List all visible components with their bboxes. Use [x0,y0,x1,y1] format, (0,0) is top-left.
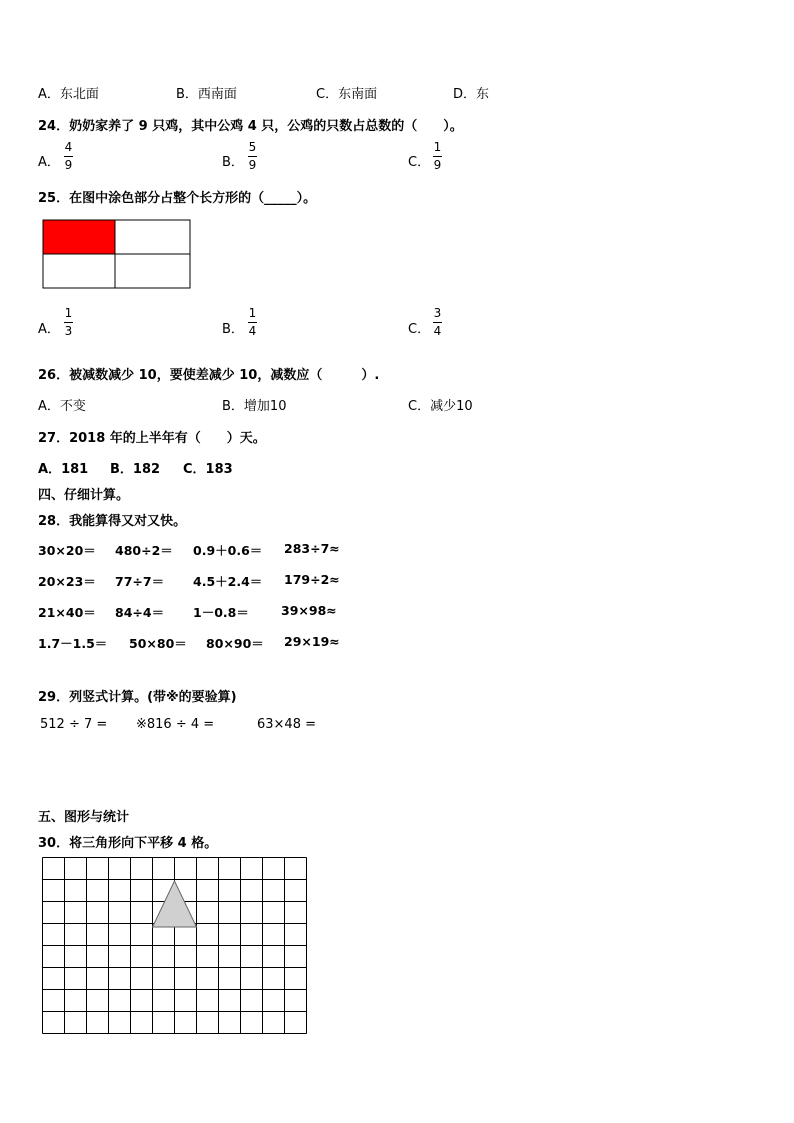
q29-stem: 29．列竖式计算。(带※的要验算) [38,690,237,705]
q24-option-c-fraction [433,140,442,172]
denominator: 3 [64,324,73,338]
q28-stem: 28．我能算得又对又快。 [38,514,187,529]
q23-option-b: B．西南面 [176,87,237,102]
denominator: 4 [433,324,442,338]
calc-item: 21×40＝ [38,605,96,620]
q25-option-c-fraction [433,306,442,338]
q24-option-a-label: A． [38,155,60,170]
q30-stem: 30．将三角形向下平移 4 格。 [38,836,218,851]
q23-option-d: D．东 [453,87,490,102]
q25-option-c-label: C． [408,322,431,337]
denominator: 9 [64,158,73,172]
q24-option-c-label: C． [408,155,431,170]
calc-item: 50×80＝ [129,636,187,651]
vertical-calc-item: 512 ÷ 7 = [40,717,108,732]
q25-shaded-part [43,220,115,254]
q25-option-b-label: B． [222,322,244,337]
q24-stem: 24．奶奶家养了 9 只鸡，其中公鸡 4 只，公鸡的只数占总数的（ ）。 [38,119,463,134]
calc-item: 1.7－1.5＝ [38,636,108,651]
denominator: 9 [433,158,442,172]
calc-item: 77÷7＝ [115,574,165,589]
section-5-heading: 五、图形与统计 [38,810,130,825]
calc-item: 29×19≈ [284,634,340,649]
q24-option-a-fraction [64,140,73,172]
vertical-calc-item: 63×48 = [257,717,317,732]
calc-item: 80×90＝ [206,636,264,651]
triangle-shape [153,881,197,927]
calc-item: 1－0.8＝ [193,605,249,620]
calc-item: 0.9＋0.6＝ [193,543,263,558]
numerator: 1 [248,306,257,320]
q26-option-c: C．减少10 [408,399,473,414]
q30-grid-figure [42,857,308,1043]
numerator: 1 [433,140,442,154]
q25-option-a-label: A． [38,322,60,337]
calc-item: 480÷2＝ [115,543,173,558]
calc-item: 4.5＋2.4＝ [193,574,263,589]
denominator: 4 [248,324,257,338]
q26-stem: 26．被减数减少 10，要使差减少 10，减数应（ ）. [38,368,380,383]
q25-option-b-fraction [248,306,257,338]
calc-item: 20×23＝ [38,574,96,589]
section-4-heading: 四、仔细计算。 [38,488,130,503]
q26-option-b: B．增加10 [222,399,287,414]
calc-item: 30×20＝ [38,543,96,558]
q25-stem: 25．在图中涂色部分占整个长方形的（_____）。 [38,191,317,206]
numerator: 3 [433,306,442,320]
calc-item: 84÷4＝ [115,605,165,620]
q27-option-a: A．181 [38,462,89,477]
q25-option-a-fraction [64,306,73,338]
q25-rectangle-figure [42,219,192,290]
vertical-calc-item: ※816 ÷ 4 = [136,717,215,732]
q27-option-c: C．183 [183,462,233,477]
q23-option-a: A．东北面 [38,87,99,102]
calc-item: 179÷2≈ [284,572,340,587]
q24-option-b-fraction [248,140,257,172]
numerator: 5 [248,140,257,154]
numerator: 4 [64,140,73,154]
q27-option-b: B．182 [110,462,161,477]
calc-item: 39×98≈ [281,603,337,618]
q24-option-b-label: B． [222,155,244,170]
denominator: 9 [248,158,257,172]
q26-option-a: A．不变 [38,399,86,414]
numerator: 1 [64,306,73,320]
q27-stem: 27．2018 年的上半年有（ ）天。 [38,431,266,446]
q23-option-c: C．东南面 [316,87,378,102]
calc-item: 283÷7≈ [284,541,340,556]
